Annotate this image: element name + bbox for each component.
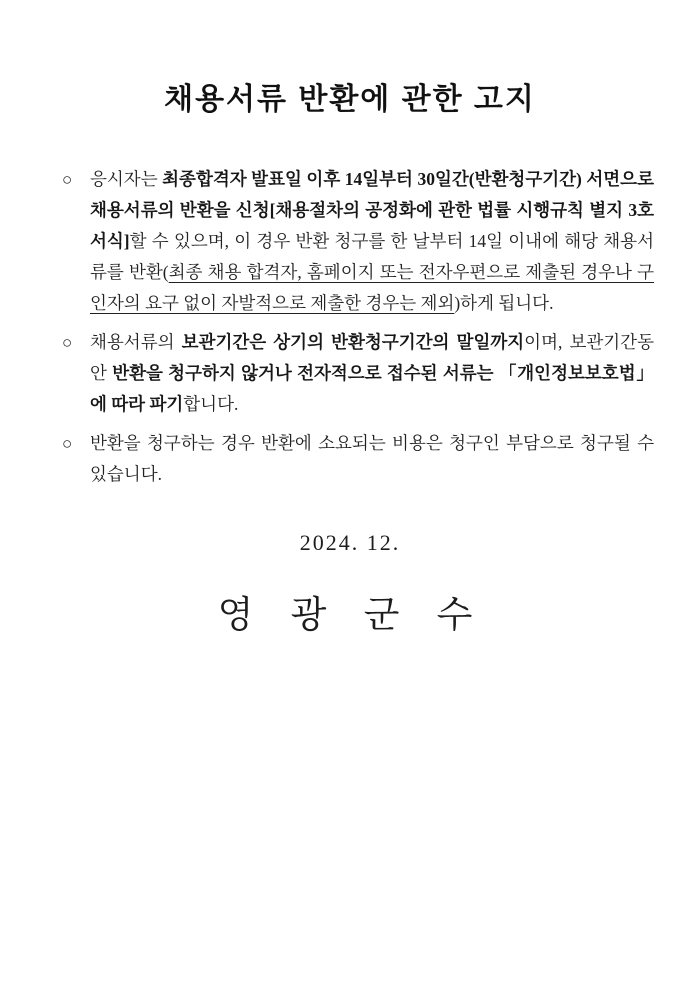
circle-bullet-marker: ○ <box>62 170 73 189</box>
text-segment-normal: )하게 됩니다. <box>454 293 554 313</box>
notice-body <box>62 164 654 490</box>
text-segment-normal: 반환을 청구하는 경우 반환에 소요되는 비용은 청구인 부담으로 청구될 수 있습니다. <box>90 433 654 484</box>
text-segment-normal: 할 수 있으며, 이 경우 반환 청구를 한 날부터 14일 이내에 해당 채용서류를 반환( <box>90 231 654 282</box>
signature-line: 영 광 군 수 <box>217 595 483 636</box>
circle-bullet-marker: ○ <box>62 434 73 453</box>
page-title: 채용서류 반환에 관한 고지 <box>164 83 536 116</box>
text-segment-normal: 이며, 보관기간동안 <box>90 332 654 383</box>
bullet-item <box>62 327 654 420</box>
text-segment-normal: 채용서류의 <box>90 332 182 352</box>
text-segment-bold: 최종합격자 발표일 이후 14일부터 30일간(반환청구기간) 서면으로 채용서류의 반환을 신청[채용절차의 공정화에 관한 법률 시행규칙 별지 3호서식] <box>90 169 654 251</box>
text-segment-underline: 최종 채용 합격자, 홈페이지 또는 전자우편으로 제출된 경우나 구인자의 요구 없이 자발적으로 제출한 경우는 제외 <box>90 262 655 313</box>
circle-bullet-marker: ○ <box>62 333 73 352</box>
text-segment-bold: 보관기간은 상기의 반환청구기간의 말일까지 <box>181 332 525 352</box>
bullet-item <box>62 428 654 490</box>
text-segment-bold: 반환을 청구하지 않거나 전자적으로 접수된 서류는 「개인정보보호법」에 따라 파기 <box>90 363 654 414</box>
date-line: 2024. 12. <box>299 530 401 555</box>
bullet-item <box>62 164 654 319</box>
text-segment-normal: 응시자는 <box>90 169 163 189</box>
text-segment-normal: 합니다. <box>183 394 239 414</box>
